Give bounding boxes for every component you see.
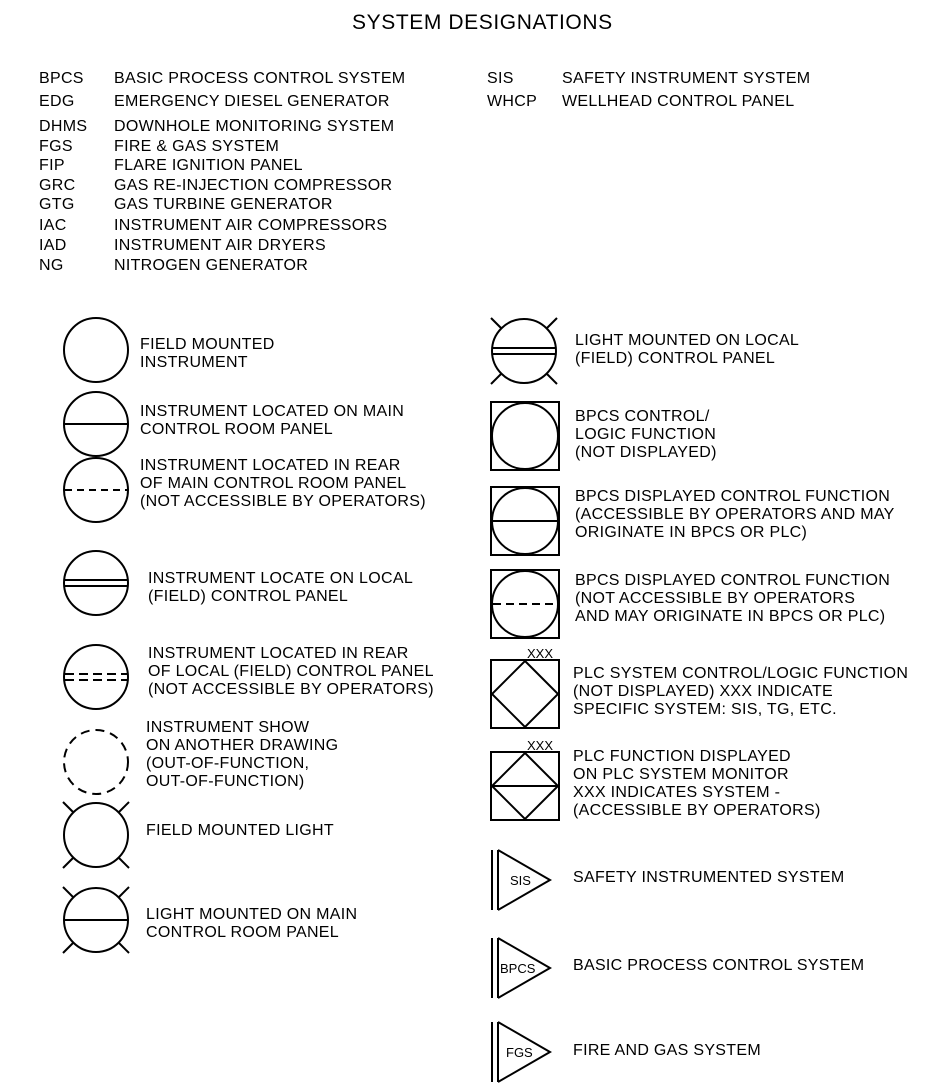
designation-name: FIRE & GAS SYSTEM [114, 138, 280, 155]
light-local-control-panel-symbol [484, 311, 564, 391]
bpcs-tag: BPCS [500, 961, 536, 976]
designation-abbr: FIP [39, 157, 65, 174]
bpcs-displayed-control-function-symbol [490, 486, 560, 556]
bpcs-displayed-not-accessible-symbol [490, 569, 560, 639]
field-mounted-instrument-symbol [60, 314, 132, 386]
bpcs-control-logic-function-symbol [490, 401, 560, 471]
designation-name: SAFETY INSTRUMENT SYSTEM [562, 70, 811, 87]
rear-main-control-room-panel-label: INSTRUMENT LOCATED IN REAR OF MAIN CONTROL ROOM PANEL (NOT ACCESSIBLE BY OPERATORS) [140, 457, 426, 510]
safety-instrumented-system-symbol [490, 849, 560, 911]
designation-name: BASIC PROCESS CONTROL SYSTEM [114, 70, 406, 87]
page-title: SYSTEM DESIGNATIONS [352, 11, 613, 34]
instrument-on-another-drawing-symbol [60, 726, 132, 798]
light-main-control-room-panel-label: LIGHT MOUNTED ON MAIN CONTROL ROOM PANEL [146, 906, 358, 941]
fire-and-gas-system-label: FIRE AND GAS SYSTEM [573, 1042, 761, 1059]
designation-abbr: DHMS [39, 118, 88, 135]
rear-local-field-control-panel-label: INSTRUMENT LOCATED IN REAR OF LOCAL (FIELD) CONTROL PANEL (NOT ACCESSIBLE BY OPERATORS) [148, 645, 434, 698]
rear-local-field-control-panel-symbol [60, 641, 132, 713]
designation-name: NITROGEN GENERATOR [114, 257, 309, 274]
plc-control-logic-tag: XXX [527, 646, 554, 661]
field-mounted-instrument-label: FIELD MOUNTED INSTRUMENT [140, 336, 275, 371]
field-mounted-light-symbol [56, 795, 136, 875]
fire-and-gas-system-symbol [490, 1021, 560, 1083]
light-local-control-panel-label: LIGHT MOUNTED ON LOCAL (FIELD) CONTROL PANEL [575, 332, 800, 367]
designation-abbr: GRC [39, 177, 76, 194]
safety-instrumented-system-label: SAFETY INSTRUMENTED SYSTEM [573, 869, 845, 886]
light-main-control-room-panel-symbol [56, 880, 136, 960]
designation-name: FLARE IGNITION PANEL [114, 157, 303, 174]
designation-abbr: GTG [39, 196, 75, 213]
basic-process-control-system-symbol [490, 937, 560, 999]
plc-function-displayed-label: PLC FUNCTION DISPLAYED ON PLC SYSTEM MONITOR XXX INDICATES SYSTEM - (ACCESSIBLE BY OPERATORS) [573, 748, 821, 819]
designation-abbr: EDG [39, 93, 75, 110]
sis-tag: SIS [510, 873, 531, 888]
instrument-on-another-drawing-label: INSTRUMENT SHOW ON ANOTHER DRAWING (OUT-OF-FUNCTION, OUT-OF-FUNCTION) [146, 719, 339, 790]
designation-abbr: WHCP [487, 93, 538, 110]
designation-name: INSTRUMENT AIR COMPRESSORS [114, 217, 388, 234]
designation-abbr: SIS [487, 70, 514, 87]
field-mounted-light-label: FIELD MOUNTED LIGHT [146, 822, 334, 839]
designation-name: DOWNHOLE MONITORING SYSTEM [114, 118, 395, 135]
designation-name: WELLHEAD CONTROL PANEL [562, 93, 795, 110]
plc-function-displayed-tag: XXX [527, 738, 554, 753]
local-field-control-panel-symbol [60, 547, 132, 619]
bpcs-displayed-control-function-label: BPCS DISPLAYED CONTROL FUNCTION (ACCESSIBLE BY OPERATORS AND MAY ORIGINATE IN BPCS OR PLC) [575, 488, 895, 541]
main-control-room-panel-label: INSTRUMENT LOCATED ON MAIN CONTROL ROOM PANEL [140, 403, 405, 438]
plc-control-logic-function-symbol [490, 644, 560, 730]
designation-name: GAS TURBINE GENERATOR [114, 196, 333, 213]
designation-name: GAS RE-INJECTION COMPRESSOR [114, 177, 393, 194]
designation-abbr: IAC [39, 217, 67, 234]
local-field-control-panel-label: INSTRUMENT LOCATE ON LOCAL (FIELD) CONTROL PANEL [148, 570, 414, 605]
bpcs-displayed-not-accessible-label: BPCS DISPLAYED CONTROL FUNCTION (NOT ACCESSIBLE BY OPERATORS AND MAY ORIGINATE IN BPCS OR PLC) [575, 572, 891, 625]
main-control-room-panel-symbol [60, 388, 132, 460]
designation-name: EMERGENCY DIESEL GENERATOR [114, 93, 390, 110]
fgs-tag: FGS [506, 1045, 533, 1060]
designation-abbr: FGS [39, 138, 73, 155]
plc-function-displayed-symbol [490, 736, 560, 822]
basic-process-control-system-label: BASIC PROCESS CONTROL SYSTEM [573, 957, 865, 974]
designation-abbr: BPCS [39, 70, 84, 87]
rear-main-control-room-panel-symbol [60, 454, 132, 526]
bpcs-control-logic-function-label: BPCS CONTROL/ LOGIC FUNCTION (NOT DISPLAYED) [575, 408, 717, 461]
designation-abbr: IAD [39, 237, 67, 254]
designation-name: INSTRUMENT AIR DRYERS [114, 237, 326, 254]
plc-control-logic-function-label: PLC SYSTEM CONTROL/LOGIC FUNCTION (NOT DISPLAYED) XXX INDICATE SPECIFIC SYSTEM: SIS, TG, ETC. [573, 665, 909, 718]
designation-abbr: NG [39, 257, 64, 274]
